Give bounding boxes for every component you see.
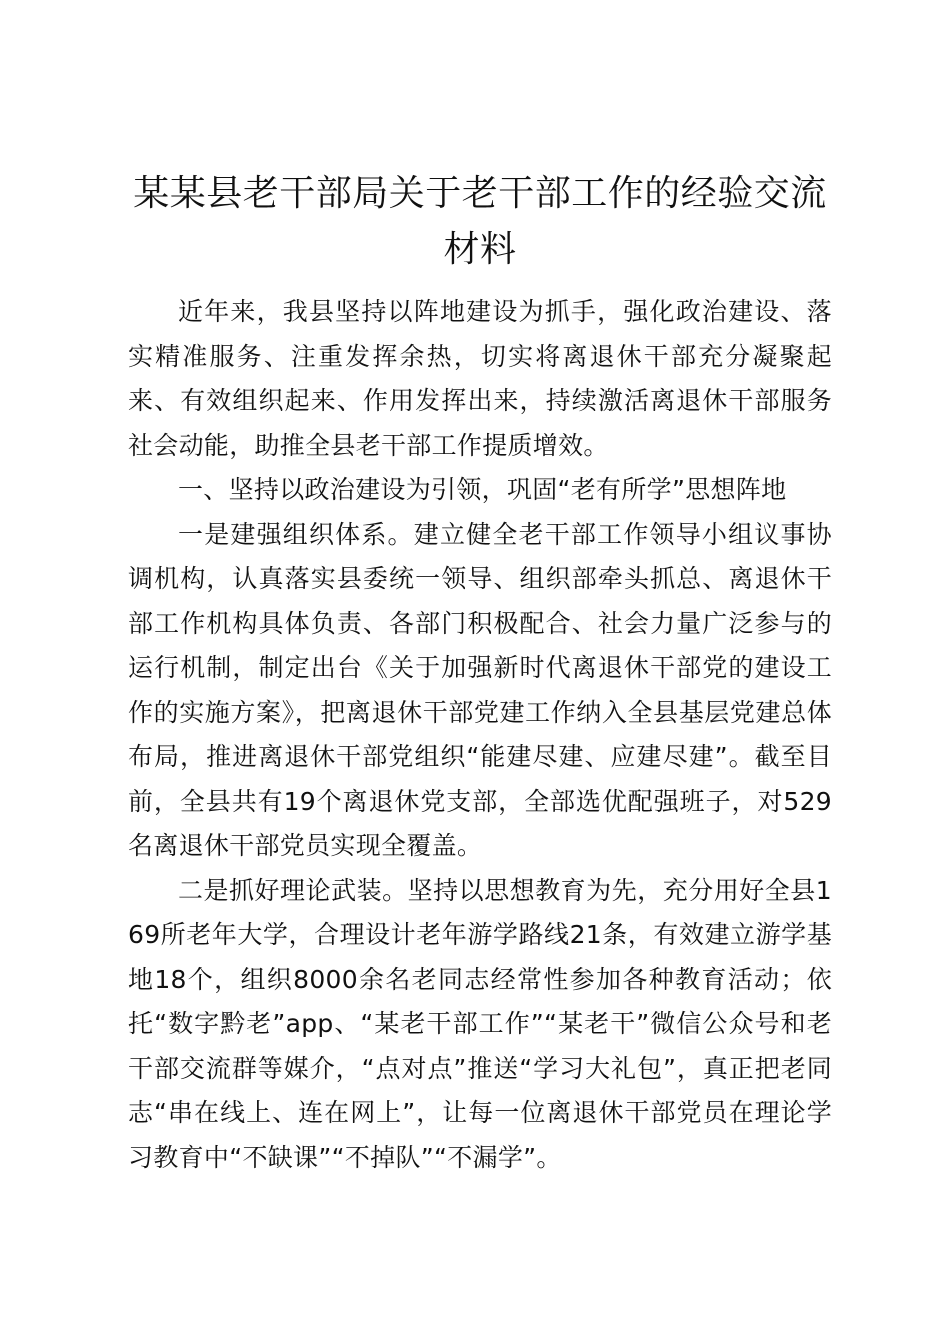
intro-paragraph: 近年来，我县坚持以阵地建设为抓手，强化政治建设、落实精准服务、注重发挥余热，切实将离退休干部充分凝聚起来、有效组织起来、作用发挥出来，持续激活离退休干部服务社会动能，助推全县老干部工作提质增效。 [128, 297, 832, 460]
document-title: 某某县老干部局关于老干部工作的经验交流材料 [133, 173, 827, 270]
section-heading: 一、坚持以政治建设为引领，巩固“老有所学”思想阵地 [178, 475, 787, 504]
document-body [128, 290, 832, 1180]
body-paragraph: 二是抓好理论武装。坚持以思想教育为先，充分用好全县169所老年大学，合理设计老年游学路线21条，有效建立游学基地18个，组织8000余名老同志经常性参加各种教育活动；依托“数字黔老”app、“某老干部工作”“某老干”微信公众号和老干部交流群等媒介，“点对点”推送“学习大礼包”，真正把老同志“串在线上、连在网上”，让每一位离退休干部党员在理论学习教育中“不缺课”“不掉队”“不漏学”。 [128, 875, 832, 1172]
body-paragraph: 一是建强组织体系。建立健全老干部工作领导小组议事协调机构，认真落实县委统一领导、组织部牵头抓总、离退休干部工作机构具体负责、各部门积极配合、社会力量广泛参与的运行机制，制定出台《关于加强新时代离退休干部党的建设工作的实施方案》，把离退休干部党建工作纳入全县基层党建总体布局，推进离退休干部党组织“能建尽建、应建尽建”。截至目前，全县共有19个离退休党支部，全部选优配强班子，对529名离退休干部党员实现全覆盖。 [128, 519, 832, 860]
